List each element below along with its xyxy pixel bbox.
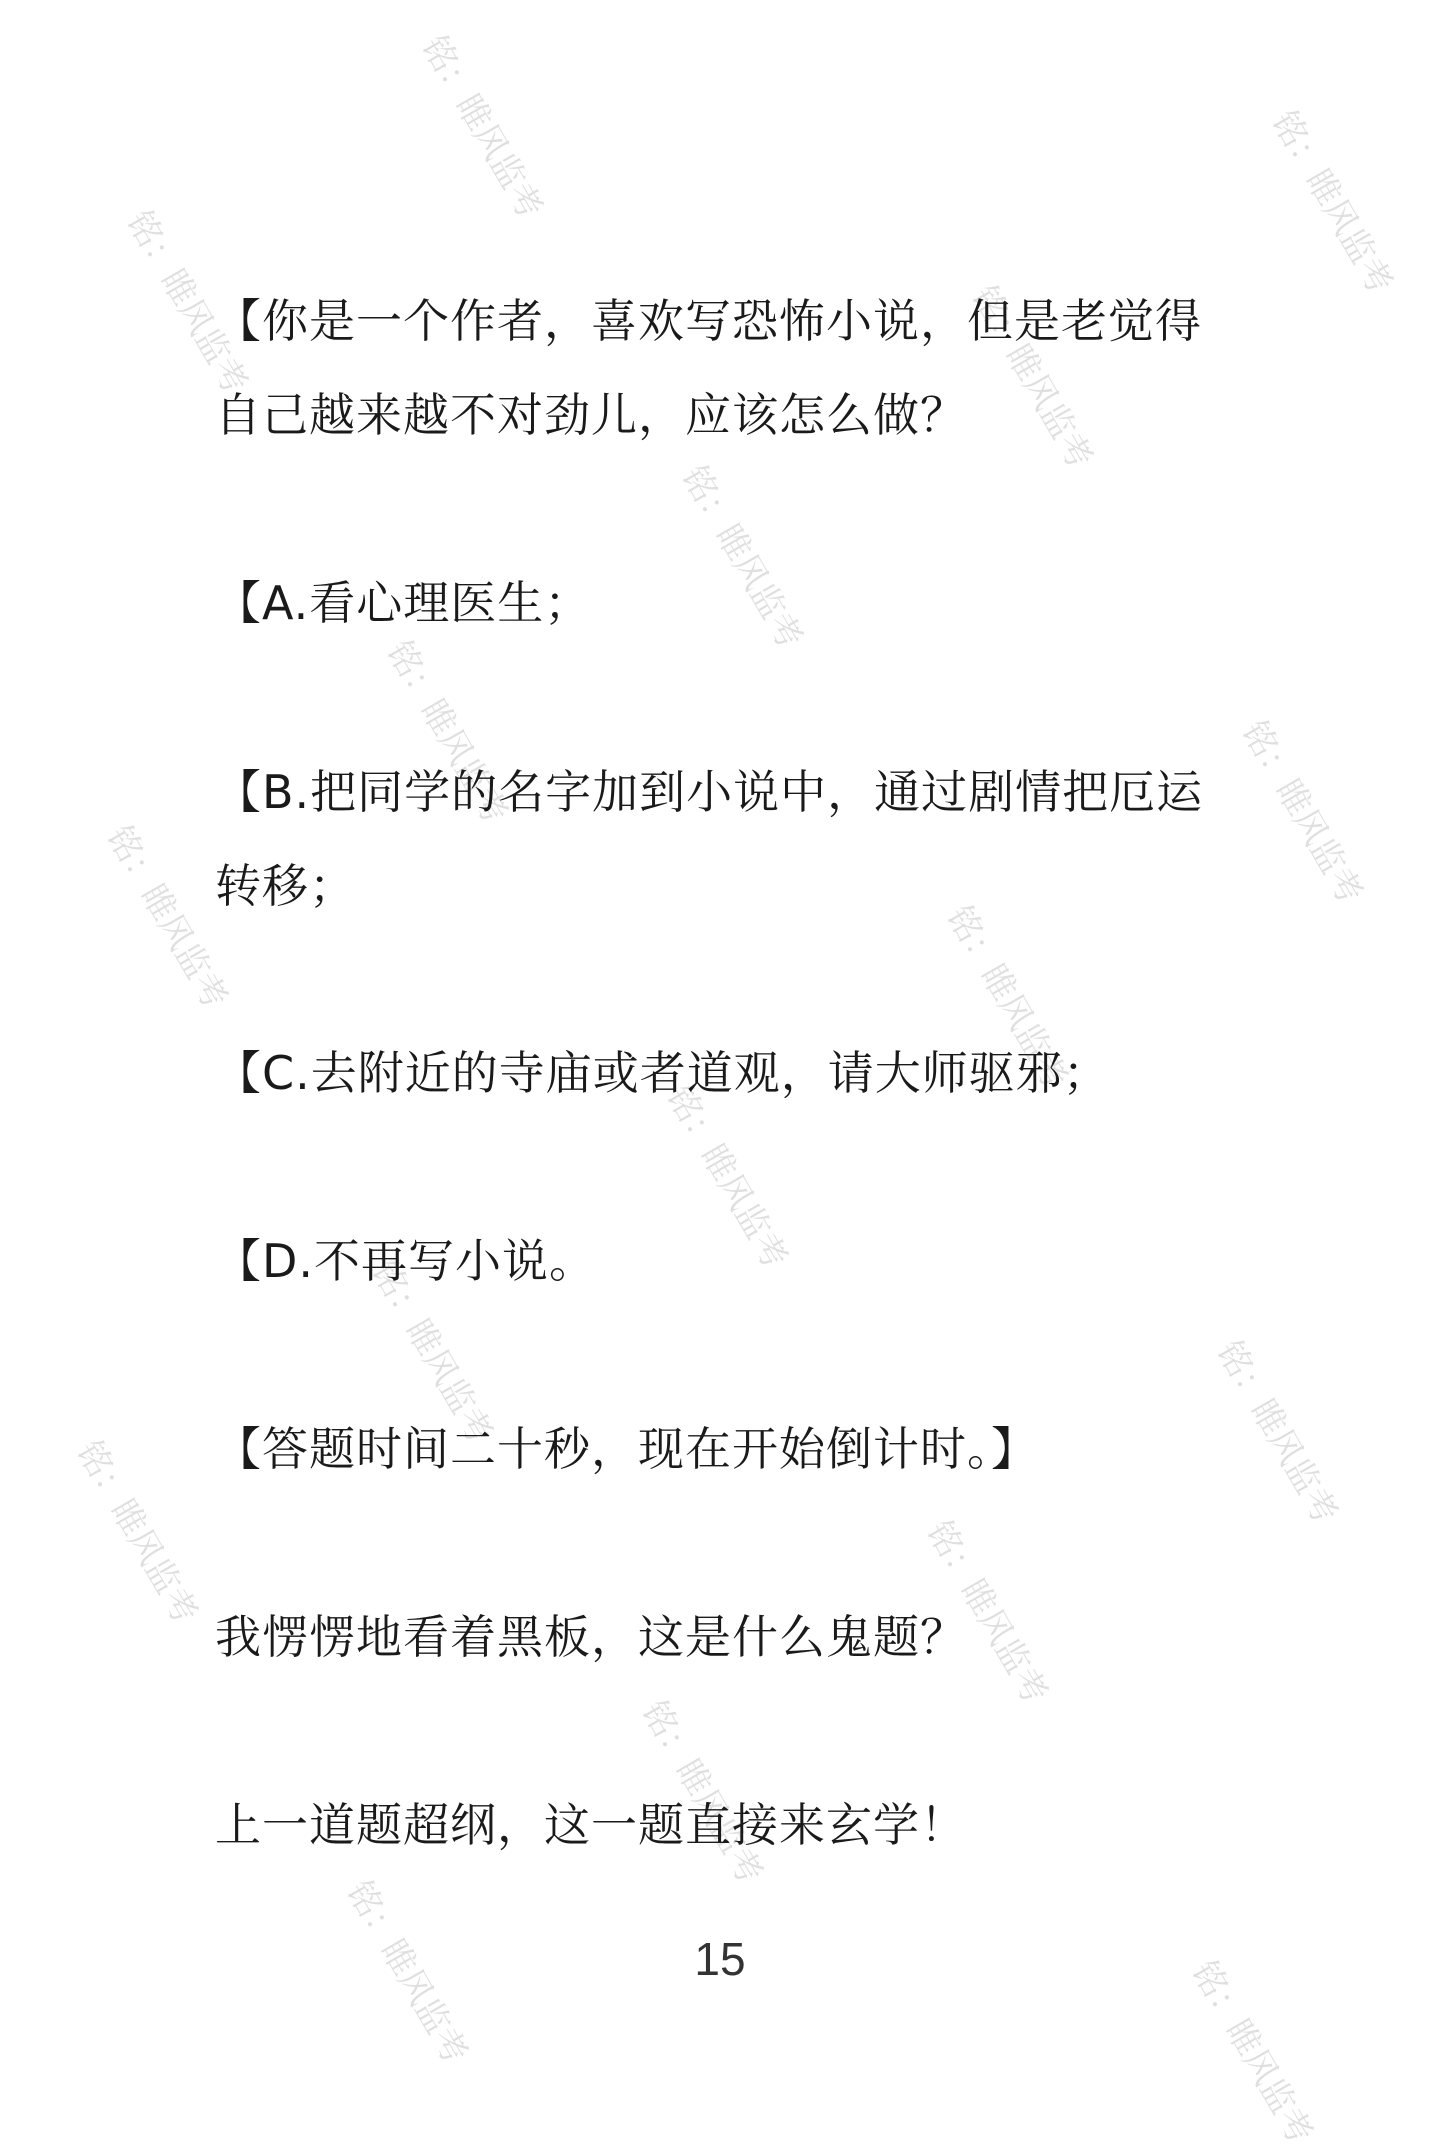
watermark: 铭：睢风监考 (1263, 104, 1401, 301)
watermark: 铭：睢风监考 (1233, 714, 1371, 911)
option-d-paragraph: 【D.不再写小说。 (215, 1234, 597, 1288)
narration-paragraph: 上一道题超纲，这一题直接来玄学！ (215, 1798, 967, 1852)
page-number: 15 (694, 1933, 746, 1985)
option-c-paragraph: 【C.去附近的寺庙或者道观，请大师驱邪； (215, 1046, 1110, 1100)
watermark: 铭：睢风监考 (1208, 1334, 1346, 1531)
watermark: 铭：睢风监考 (918, 1514, 1056, 1711)
watermark: 铭：睢风监考 (963, 279, 1101, 476)
watermark: 铭：睢风监考 (68, 1434, 206, 1631)
watermark: 铭：睢风监考 (378, 634, 516, 831)
watermark: 铭：睢风监考 (633, 1694, 771, 1891)
option-b-paragraph: 【B.把同学的名字加到小说中，通过剧情把厄运转移； (215, 765, 1204, 913)
timer-paragraph: 【答题时间二十秒，现在开始倒计时。】 (215, 1422, 1038, 1476)
question-paragraph: 【你是一个作者，喜欢写恐怖小说，但是老觉得自己越来越不对劲儿，应该怎么做？ (215, 294, 1202, 442)
watermark: 铭：睢风监考 (413, 29, 551, 226)
watermark: 铭：睢风监考 (1183, 1954, 1321, 2151)
watermark: 铭：睢风监考 (338, 1874, 476, 2071)
narration-paragraph: 我愣愣地看着黑板，这是什么鬼题？ (215, 1610, 967, 1664)
watermark: 铭：睢风监考 (658, 1079, 796, 1276)
watermark: 铭：睢风监考 (673, 459, 811, 656)
watermark: 铭：睢风监考 (98, 819, 236, 1016)
watermark: 铭：睢风监考 (118, 204, 256, 401)
option-a-paragraph: 【A.看心理医生； (215, 576, 592, 630)
watermark: 铭：睢风监考 (938, 899, 1076, 1096)
watermark: 铭：睢风监考 (363, 1254, 501, 1451)
